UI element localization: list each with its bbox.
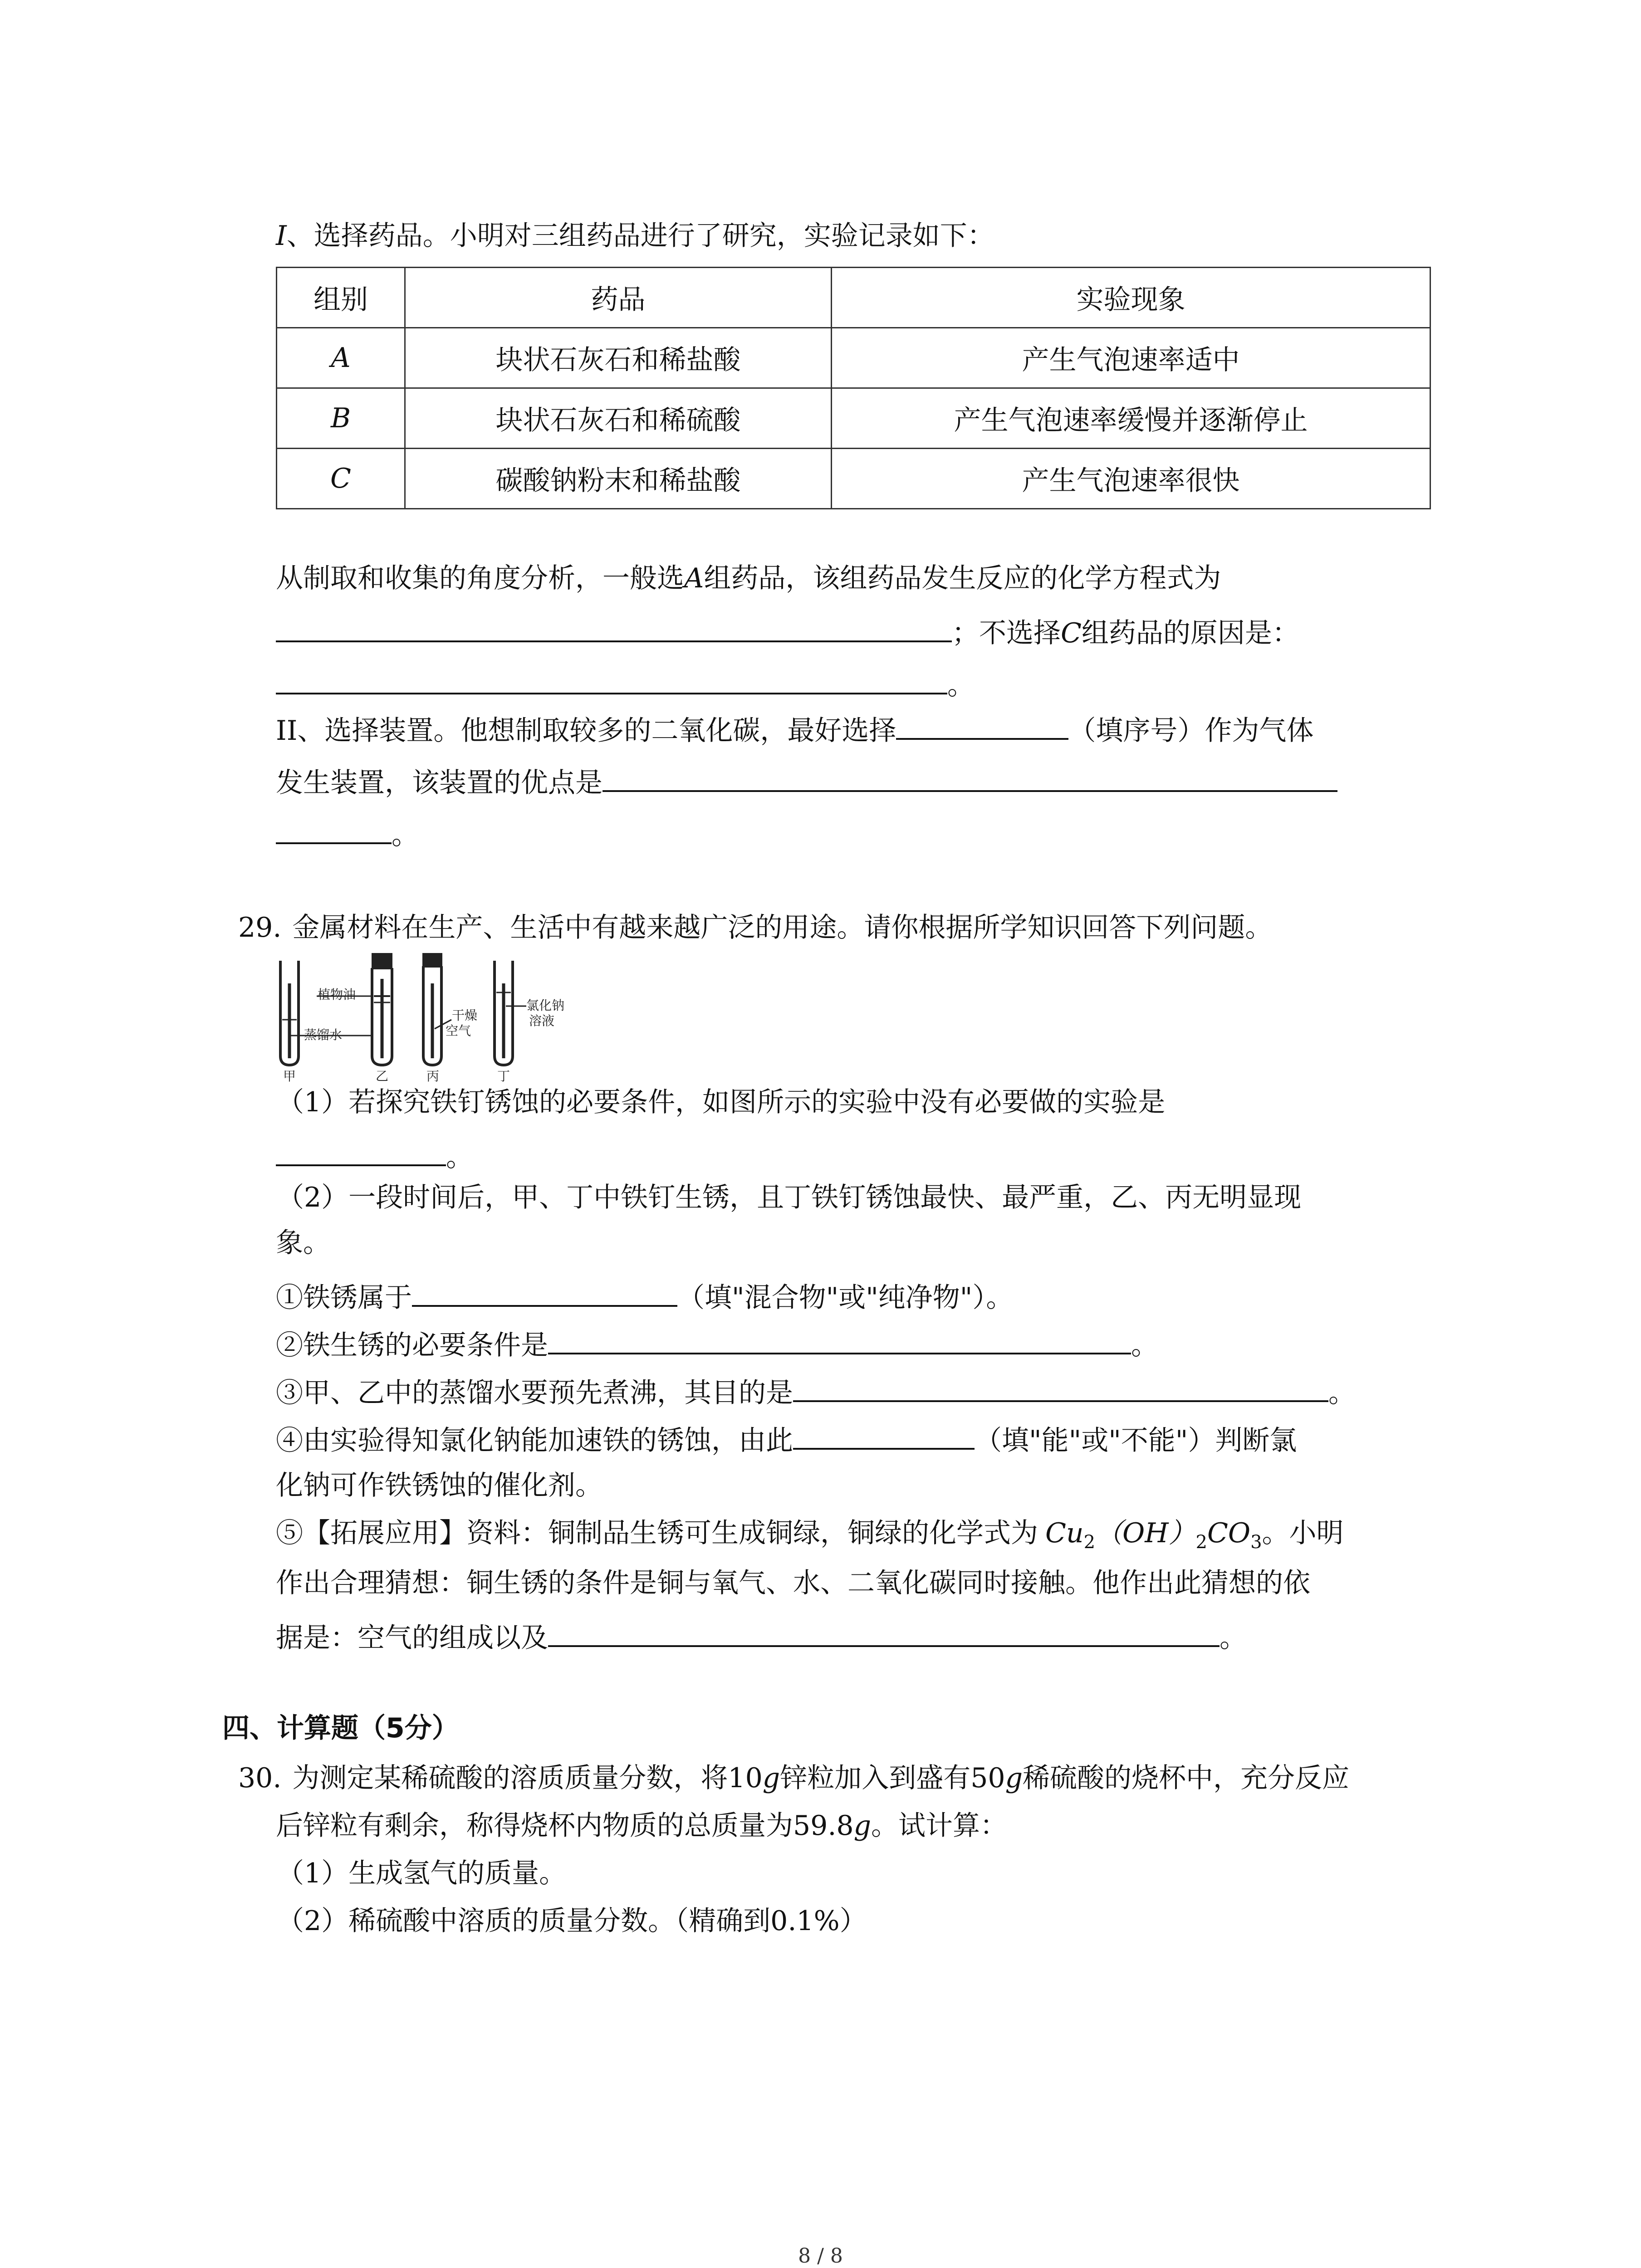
nacl-label-1: 氯化钠: [526, 998, 565, 1013]
table-cell: C: [277, 449, 405, 509]
table-row: [277, 328, 1430, 388]
rust-condition-blank[interactable]: [548, 1325, 1131, 1354]
q29-item1: ①铁锈属于 （填"混合物"或"纯净物"）。: [276, 1277, 1013, 1316]
q29-item2: ②铁生锈的必要条件是 。: [276, 1325, 1158, 1364]
boiling-purpose-blank[interactable]: [793, 1372, 1328, 1402]
tube-label-bing: 丙: [426, 1069, 440, 1083]
dry-air-label-2: 空气: [446, 1023, 471, 1038]
table-cell: 块状石灰石和稀硫酸: [405, 388, 832, 449]
catalyst-judgement-blank[interactable]: [793, 1420, 975, 1450]
q29-sub1-answer: 。: [276, 1136, 473, 1175]
part1-intro: I、选择药品。小明对三组药品进行了研究，实验记录如下：: [276, 220, 994, 252]
experiment-record-table: [276, 267, 1431, 509]
q30-line1: 30. 为测定某稀硫酸的溶质质量分数，将10g锌粒加入到盛有50g稀硫酸的烧杯中，充分反应: [238, 1762, 1349, 1794]
table-header-row: [277, 268, 1430, 328]
tube-label-jia: 甲: [283, 1069, 296, 1083]
part2-line1: II、选择装置。他想制取较多的二氧化碳，最好选择 （填序号）作为气体: [276, 710, 1313, 749]
reason-answer-blank[interactable]: [276, 665, 947, 694]
device-answer-blank[interactable]: [896, 710, 1068, 740]
oil-label: 植物油: [318, 987, 356, 1002]
section4-heading: 四、计算题（5分）: [222, 1712, 459, 1744]
dry-air-label-1: 干燥: [452, 1008, 478, 1023]
tube-label-ding: 丁: [497, 1069, 510, 1083]
page-number: 8 / 8: [798, 2244, 843, 2268]
q30-sub1: （1）生成氢气的质量。: [277, 1857, 567, 1889]
table-row: [277, 449, 1430, 509]
q29-stem: 29. 金属材料在生产、生活中有越来越广泛的用途。请你根据所学知识回答下列问题。: [238, 912, 1273, 943]
tube-bing: [423, 954, 441, 1065]
q29-sub2-line2: 象。: [276, 1227, 330, 1259]
table-header-cell: 药品: [405, 268, 832, 328]
tube-label-yi: 乙: [376, 1069, 389, 1083]
q29-sub1: （1）若探究铁钉锈蚀的必要条件，如图所示的实验中没有必要做的实验是: [277, 1086, 1166, 1118]
q29-item4-line1: ④由实验得知氯化钠能加速铁的锈蚀，由此 （填"能"或"不能"）判断氯: [276, 1420, 1297, 1459]
advantage-answer-blank[interactable]: [603, 762, 1337, 792]
table-header-cell: 组别: [277, 268, 405, 328]
tube-jia: [280, 961, 299, 1065]
equation-line: ；不选择C组药品的原因是：: [276, 612, 1299, 651]
q30-sub2: （2）稀硫酸中溶质的质量分数。（精确到0.1%）: [277, 1905, 867, 1937]
table-cell: 产生气泡速率缓慢并逐渐停止: [832, 388, 1430, 449]
table-header-cell: 实验现象: [832, 268, 1430, 328]
table-cell: B: [277, 388, 405, 449]
q29-item5-line3: 据是：空气的组成以及 。: [276, 1617, 1247, 1656]
table-cell: 碳酸钠粉末和稀盐酸: [405, 449, 832, 509]
water-label: 蒸馏水: [304, 1027, 343, 1042]
table-row: [277, 388, 1430, 449]
part2-line3: 。: [276, 814, 419, 853]
table-cell: A: [277, 328, 405, 388]
q29-sub2-line1: （2）一段时间后，甲、丁中铁钉生锈，且丁铁钉锈蚀最快、最严重，乙、丙无明显现: [277, 1182, 1302, 1213]
q29-item3: ③甲、乙中的蒸馏水要预先煮沸，其目的是 。: [276, 1372, 1356, 1411]
table-cell: 产生气泡速率很快: [832, 449, 1430, 509]
unnecessary-experiment-blank[interactable]: [276, 1136, 446, 1166]
tube-ding: [495, 961, 513, 1065]
part2-line2: 发生装置，该装置的优点是: [276, 762, 1337, 801]
analysis-line: 从制取和收集的角度分析，一般选A组药品，该组药品发生反应的化学方程式为: [276, 562, 1221, 594]
table-cell: 块状石灰石和稀盐酸: [405, 328, 832, 388]
guess-basis-blank[interactable]: [548, 1617, 1220, 1647]
rust-type-blank[interactable]: [412, 1277, 677, 1307]
table-cell: 产生气泡速率适中: [832, 328, 1430, 388]
q29-item5-line2: 作出合理猜想：铜生锈的条件是铜与氧气、水、二氧化碳同时接触。他作出此猜想的依: [276, 1567, 1310, 1599]
advantage-continue-blank[interactable]: [276, 814, 392, 844]
iron-nail-experiment-figure: [272, 952, 590, 1083]
equation-answer-blank[interactable]: [276, 612, 952, 642]
formula-cu: Cu: [1045, 1517, 1084, 1549]
tube-yi: [372, 954, 392, 1065]
q30-line2: 后锌粒有剩余，称得烧杯内物质的总质量为59.8g。试计算：: [276, 1810, 1008, 1842]
nacl-label-2: 溶液: [529, 1013, 555, 1028]
q29-item5-line1: ⑤【拓展应用】资料：铜制品生锈可生成铜绿，铜绿的化学式为 $Cu_2(OH)_2CO_3$。小明: [276, 1517, 1344, 1553]
q29-item4-line2: 化钠可作铁锈蚀的催化剂。: [276, 1470, 603, 1501]
reason-line: 。: [276, 665, 975, 704]
